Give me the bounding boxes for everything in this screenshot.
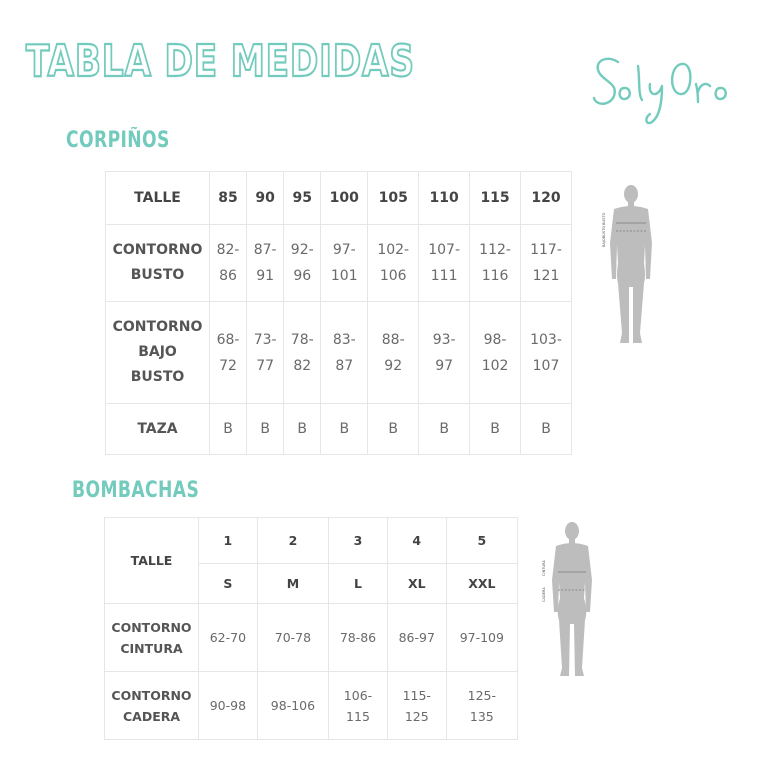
- table-cell: 102- 106: [368, 225, 419, 302]
- size-letter-cell: XL: [387, 564, 446, 604]
- size-cell: 120: [521, 172, 572, 225]
- table-row: [106, 172, 572, 225]
- table-cell: B: [419, 404, 470, 455]
- row-label: TAZA: [106, 404, 210, 455]
- talle-header: TALLE: [105, 518, 199, 604]
- row-label: CONTORNO BUSTO: [106, 225, 210, 302]
- table-cell: 125- 135: [446, 672, 517, 740]
- size-number-cell: 2: [257, 518, 328, 564]
- row-label: CONTORNO BAJO BUSTO: [106, 302, 210, 404]
- table-cell: 62-70: [199, 604, 258, 672]
- table-cell: 98-106: [257, 672, 328, 740]
- row-label: CONTORNO CINTURA: [105, 604, 199, 672]
- table-cell: 93- 97: [419, 302, 470, 404]
- size-cell: 90: [247, 172, 284, 225]
- bombachas-heading: BOMBACHAS: [72, 478, 200, 503]
- brand-logo: [588, 44, 738, 128]
- figure-label: CINTURA: [542, 560, 546, 576]
- table-cell: 82- 86: [210, 225, 247, 302]
- table-row: [105, 672, 518, 740]
- table-cell: 68- 72: [210, 302, 247, 404]
- size-letter-cell: S: [199, 564, 258, 604]
- table-cell: 83- 87: [321, 302, 368, 404]
- size-cell: 115: [470, 172, 521, 225]
- table-cell: B: [521, 404, 572, 455]
- size-number-cell: 4: [387, 518, 446, 564]
- table-cell: 117- 121: [521, 225, 572, 302]
- table-cell: 78- 82: [284, 302, 321, 404]
- figure-label: BUSTO: [602, 212, 606, 225]
- table-row: [105, 518, 518, 564]
- size-cell: 110: [419, 172, 470, 225]
- table-cell: 107- 111: [419, 225, 470, 302]
- table-cell: 90-98: [199, 672, 258, 740]
- table-row: [106, 404, 572, 455]
- corpinos-size-table: [105, 171, 572, 455]
- page-title: TABLA DE MEDIDAS: [26, 36, 415, 87]
- table-cell: 115- 125: [387, 672, 446, 740]
- size-number-cell: 1: [199, 518, 258, 564]
- figure-label: BAJOBUSTO: [602, 225, 606, 247]
- size-cell: 100: [321, 172, 368, 225]
- table-cell: 97-109: [446, 604, 517, 672]
- table-cell: 112- 116: [470, 225, 521, 302]
- table-cell: 92- 96: [284, 225, 321, 302]
- talle-header: TALLE: [106, 172, 210, 225]
- body-figure-hips: [538, 520, 600, 680]
- table-cell: 103- 107: [521, 302, 572, 404]
- size-number-cell: 3: [329, 518, 388, 564]
- size-cell: 105: [368, 172, 419, 225]
- table-cell: 78-86: [329, 604, 388, 672]
- table-cell: 88- 92: [368, 302, 419, 404]
- size-cell: 85: [210, 172, 247, 225]
- table-cell: 86-97: [387, 604, 446, 672]
- size-cell: 95: [284, 172, 321, 225]
- table-cell: 70-78: [257, 604, 328, 672]
- body-figure-bust: [600, 183, 662, 348]
- table-cell: B: [210, 404, 247, 455]
- table-cell: B: [284, 404, 321, 455]
- bombachas-size-table: [104, 517, 518, 740]
- table-cell: 106- 115: [329, 672, 388, 740]
- table-cell: B: [470, 404, 521, 455]
- table-cell: 87- 91: [247, 225, 284, 302]
- table-cell: 73- 77: [247, 302, 284, 404]
- size-letter-cell: XXL: [446, 564, 517, 604]
- table-row: [106, 302, 572, 404]
- size-letter-cell: M: [257, 564, 328, 604]
- size-letter-cell: L: [329, 564, 388, 604]
- size-number-cell: 5: [446, 518, 517, 564]
- table-cell: B: [368, 404, 419, 455]
- table-row: [105, 604, 518, 672]
- table-cell: B: [247, 404, 284, 455]
- figure-label: CADERA: [542, 587, 546, 602]
- table-row: [106, 225, 572, 302]
- row-label: CONTORNO CADERA: [105, 672, 199, 740]
- corpinos-heading: CORPIÑOS: [66, 128, 170, 153]
- table-cell: 98- 102: [470, 302, 521, 404]
- table-cell: B: [321, 404, 368, 455]
- table-cell: 97- 101: [321, 225, 368, 302]
